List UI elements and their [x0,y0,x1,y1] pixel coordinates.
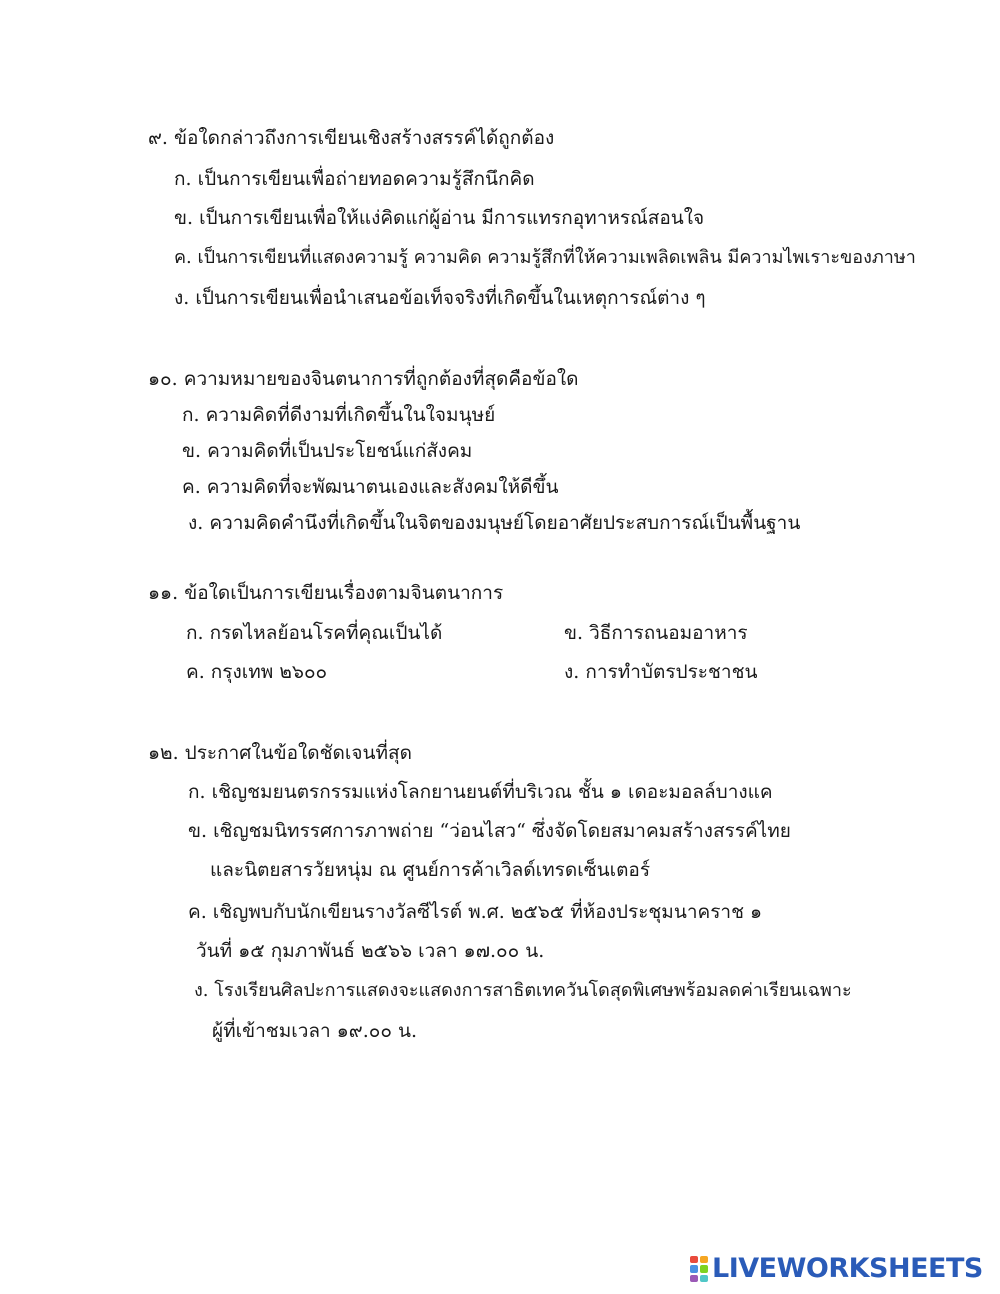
q12-option-d-line2: ผู้ที่เข้าชมเวลา ๑๙.๐๐ น. [212,1020,418,1042]
logo-square [700,1275,708,1282]
logo-square [690,1256,698,1263]
q12-option-b-line2: และนิตยสารวัยหนุ่ม ณ ศูนย์การค้าเวิลด์เทรดเซ็นเตอร์ [210,859,651,881]
q11-option-c: ค. กรุงเทพ ๒๖๐๐ [186,661,328,683]
q12-option-c-line2: วันที่ ๑๕ กุมภาพันธ์ ๒๕๖๖ เวลา ๑๗.๐๐ น. [196,940,545,962]
liveworksheets-logo [690,1254,983,1284]
q10-option-c: ค. ความคิดที่จะพัฒนาตนเองและสังคมให้ดีขึ้น [182,476,559,498]
q12-option-b-line1: ข. เชิญชมนิทรรศการภาพถ่าย “ว่อนไสว“ ซึ่งจัดโดยสมาคมสร้างสรรค์ไทย [188,820,791,842]
q9-option-c: ค. เป็นการเขียนที่แสดงความรู้ ความคิด ความรู้สึกที่ให้ความเพลิดเพลิน มีความไพเราะของภาษา [174,247,916,268]
q9-option-a: ก. เป็นการเขียนเพื่อถ่ายทอดความรู้สึกนึกคิด [174,168,535,190]
q11-option-b: ข. วิธีการถนอมอาหาร [564,622,748,644]
q11-option-a: ก. กรดไหลย้อนโรคที่คุณเป็นได้ [186,622,443,644]
question-10: ๑๐. ความหมายของจินตนาการที่ถูกต้องที่สุดคือข้อใด [148,368,579,390]
question-11: ๑๑. ข้อใดเป็นการเขียนเรื่องตามจินตนาการ [148,582,504,604]
logo-icon [690,1256,708,1282]
q10-option-d: ง. ความคิดคำนึงที่เกิดขึ้นในจิตของมนุษย์โดยอาศัยประสบการณ์เป็นพื้นฐาน [188,512,801,534]
logo-square [700,1265,708,1272]
q11-option-d: ง. การทำบัตรประชาชน [564,661,758,683]
logo-square [700,1256,708,1263]
q12-option-d-line1: ง. โรงเรียนศิลปะการแสดงจะแสดงการสาธิตเทควันโดสุดพิเศษพร้อมลดค่าเรียนเฉพาะ [194,980,852,1001]
q9-option-d: ง. เป็นการเขียนเพื่อนำเสนอข้อเท็จจริงที่เกิดขึ้นในเหตุการณ์ต่าง ๆ [174,287,706,309]
q12-option-c-line1: ค. เชิญพบกับนักเขียนรางวัลซีไรต์ พ.ศ. ๒๕๖๕ ที่ห้องประชุมนาคราช ๑ [188,901,763,923]
question-12: ๑๒. ประกาศในข้อใดชัดเจนที่สุด [148,742,412,764]
q10-option-a: ก. ความคิดที่ดีงามที่เกิดขึ้นในใจมนุษย์ [182,404,496,426]
q12-option-a: ก. เชิญชมยนตรกรรมแห่งโลกยานยนต์ที่บริเวณ ชั้น ๑ เดอะมอลล์บางแค [188,781,773,803]
logo-square [690,1275,698,1282]
logo-square [690,1265,698,1272]
q10-option-b: ข. ความคิดที่เป็นประโยชน์แก่สังคม [182,440,473,462]
question-9: ๙. ข้อใดกล่าวถึงการเขียนเชิงสร้างสรรค์ได้ถูกต้อง [148,127,555,149]
logo-text: LIVEWORKSHEETS [712,1253,983,1284]
q9-option-b: ข. เป็นการเขียนเพื่อให้แง่คิดแก่ผู้อ่าน มีการแทรกอุทาหรณ์สอนใจ [174,207,705,229]
